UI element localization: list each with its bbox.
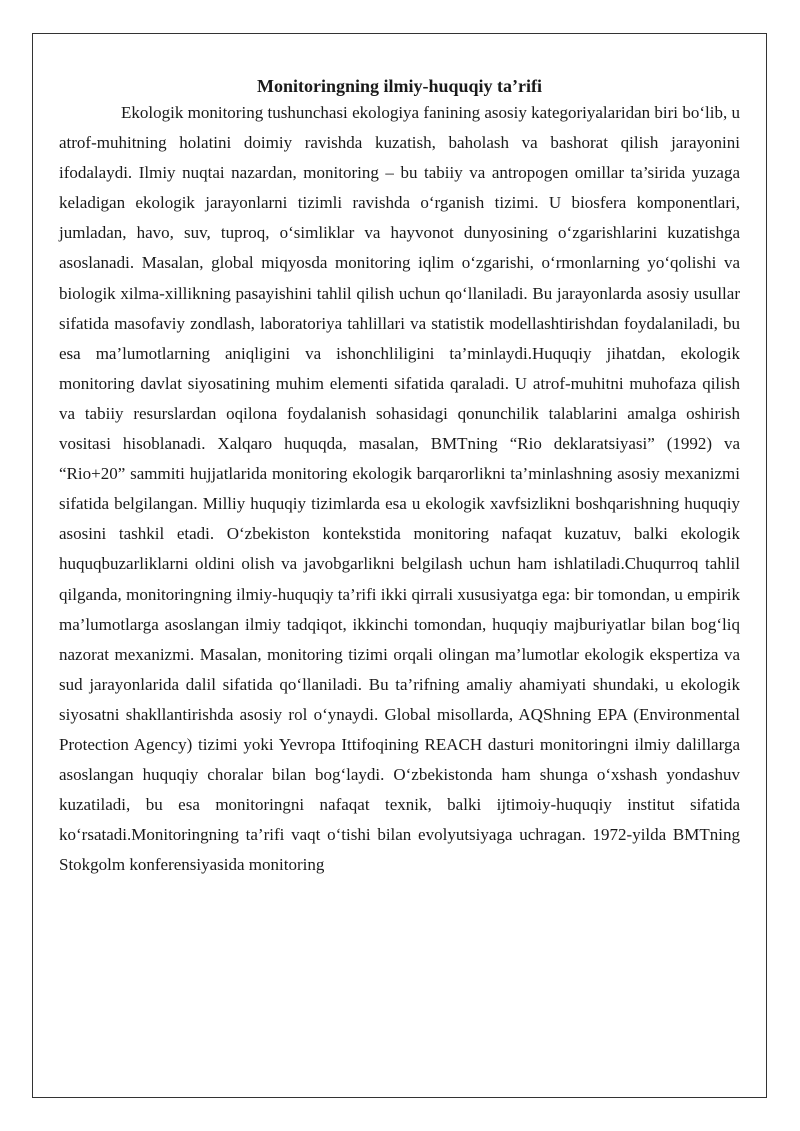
document-content bbox=[59, 74, 740, 880]
document-title: Monitoringning ilmiy-huquqiy ta’rifi bbox=[256, 76, 543, 96]
document-body-paragraph: Ekologik monitoring tushunchasi ekologiya fanining asosiy kategoriyalaridan biri bo‘lib, u atrof-muhitning holatini doimiy ravishda kuzatish, baholash va bashorat qilish jarayonini ifodalaydi. Ilmiy nuqtai nazardan, monitoring – bu tabiiy va antropogen omillar ta’sirida yuzaga keladigan ekologik jarayonlarni tizimli ravishda o‘rganish tizimi. U biosfera komponentlari, jumladan, havo, suv, tuproq, o‘simliklar va hayvonot dunyosining o‘zgarishlarini kuzatishga asoslanadi. Masalan, global miqyosda monitoring iqlim o‘zgarishi, o‘rmonlarning yo‘qolishi va biologik xilma-xillikning pasayishini tahlil qilish uchun qo‘llaniladi. Bu jarayonlarda asosiy usullar sifatida masofaviy zondlash, laboratoriya tahlillari va statistik modellashtirishdan foydalaniladi, bu esa ma’lumotlarning aniqligini va ishonchliligini ta’minlaydi.Huquqiy jihatdan, ekologik monitoring davlat siyosatining muhim elementi sifatida qaraladi. U atrof-muhitni muhofaza qilish va tabiiy resurslardan oqilona foydalanish sohasidagi qonunchilik talablarini amalga oshirish vositasi hisoblanadi. Xalqaro huquqda, masalan, BMTning “Rio deklaratsiyasi” (1992) va “Rio+20” sammiti hujjatlarida monitoring ekologik barqarorlikni ta’minlashning asosiy mexanizmi sifatida belgilangan. Milliy huquqiy tizimlarda esa u ekologik xavfsizlikni boshqarishning huquqiy asosini tashkil etadi. O‘zbekiston kontekstida monitoring nafaqat kuzatuv, balki ekologik huquqbuzarliklarni oldini olish va javobgarlikni belgilash uchun ham ishlatiladi.Chuqurroq tahlil qilganda, monitoringning ilmiy-huquqiy ta’rifi ikki qirrali xususiyatga ega: bir tomondan, u empirik ma’lumotlarga asoslangan ilmiy tadqiqot, ikkinchi tomondan, huquqiy majburiyatlar bilan bog‘liq nazorat mexanizmi. Masalan, monitoring tizimi orqali olingan ma’lumotlar ekologik ekspertiza va sud jarayonlarida dalil sifatida qo‘llaniladi. Bu ta’rifning amaliy ahamiyati shundaki, u ekologik siyosatni shakllantirishda asosiy rol o‘ynaydi. Global misollarda, AQShning EPA (Environmental Protection Agency) tizimi yoki Yevropa Ittifoqining REACH dasturi monitoringni ilmiy dalillarga asoslangan huquqiy choralar bilan bog‘laydi. O‘zbekistonda ham shunga o‘xshash yondashuv kuzatiladi, bu esa monitoringni nafaqat texnik, balki ijtimoiy-huquqiy institut sifatida ko‘rsatadi.Monitoringning ta’rifi vaqt o‘tishi bilan evolyutsiyaga uchragan. 1972-yilda BMTning Stokgolm konferensiyasida monitoring bbox=[59, 103, 740, 875]
